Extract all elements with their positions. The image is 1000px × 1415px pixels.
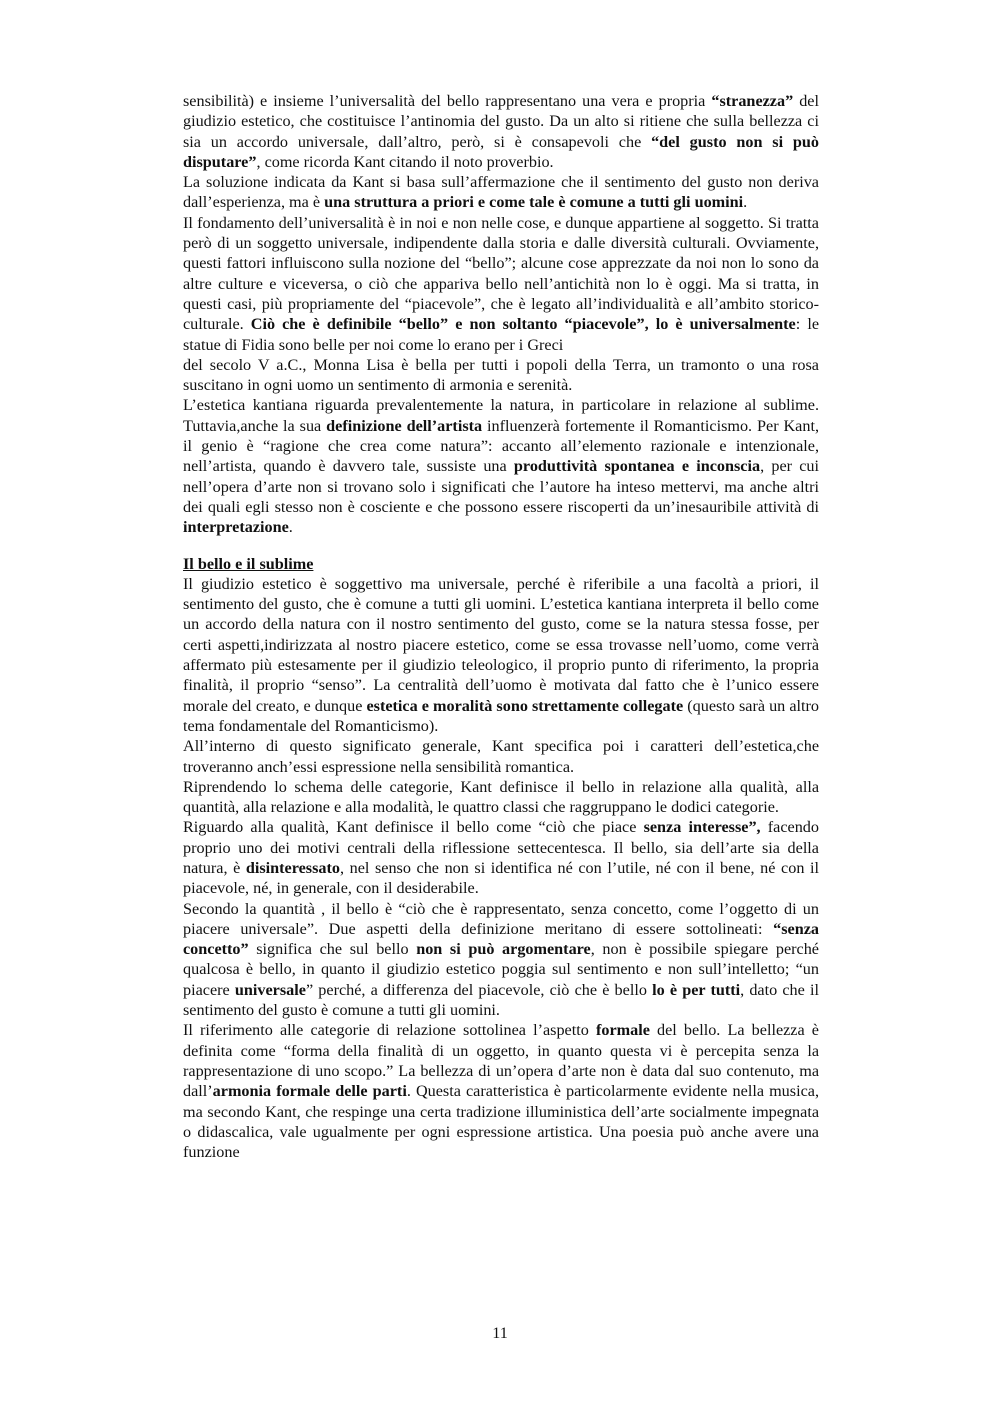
body-text-after-heading xyxy=(183,574,819,1163)
paragraph xyxy=(183,817,819,898)
text-run: significa che sul bello xyxy=(248,940,417,959)
text-run: , nel senso che non si identifica né con l’utile, né con il bene, né con il piacevole, né, in generale, con il desiderabile. xyxy=(183,858,819,898)
text-run: ” perché, a differenza del piacevole, ciò che è bello xyxy=(305,980,653,999)
paragraph xyxy=(183,213,819,355)
paragraph xyxy=(183,355,819,396)
text-run: del giudizio estetico, che costituisce l’antinomia del gusto. Da un alto si ritiene che sulla bellezza ci sia un accordo universale, dall’altro, però, si è consapevoli che xyxy=(183,92,819,151)
text-run: : le statue di Fidia sono belle per noi come lo erano per i Greci xyxy=(183,315,820,354)
text-run: , per cui nell’opera d’arte non si trovano solo i significati che l’autore ha inteso mettervi, ma anche altri dei quali egli stesso non è cosciente e che possono essere riscoperti da un’inesauribile attività di xyxy=(183,457,819,516)
bold-text: armonia formale delle parti xyxy=(212,1082,407,1101)
bold-text: produttività spontanea e inconscia xyxy=(513,457,761,476)
paragraph xyxy=(183,777,819,818)
text-run: sensibilità) e insieme l’universalità del bello rappresentano una vera e propria xyxy=(183,92,712,110)
paragraph xyxy=(183,395,819,537)
bold-text: definizione dell’artista xyxy=(326,416,483,435)
paragraph xyxy=(183,91,819,172)
paragraph xyxy=(183,574,819,736)
text-run: . xyxy=(288,518,293,537)
text-run: . xyxy=(743,193,748,212)
bold-text: una struttura a priori e come tale è comune a tutti gli uomini xyxy=(324,193,744,212)
bold-text: lo è per tutti xyxy=(652,980,741,999)
bold-text: “del gusto non si può disputare” xyxy=(183,132,819,171)
bold-text: non si può argomentare xyxy=(416,940,591,959)
bold-text: formale xyxy=(595,1021,650,1040)
bold-text: disinteressato xyxy=(245,858,340,877)
text-run: Riguardo alla qualità, Kant definisce il bello come “ciò che piace xyxy=(183,818,644,837)
bold-text: senza interesse”, xyxy=(643,818,761,837)
bold-text: interpretazione xyxy=(183,518,289,537)
text-run: Il fondamento dell’universalità è in noi e non nelle cose, e dunque appartiene al soggetto. Si tratta però di un soggetto universale, indipendente dalla storia e dalle diversità culturali. Ovviamente, questi fattori influiscono sulla nozione del “bello”; alcune cose apprezzate da noi non lo sono da altre culture e viceversa, o ciò che appariva bello nell’antichità non lo è oggi. Ma si tratta, in questi casi, più propriamente del “piacevole”, che è legato all’individualità e all’ambito storico-culturale. xyxy=(183,213,819,334)
text-run: facendo proprio uno dei motivi centrali della riflessione settecentesca. Il bello, sia dell’arte sia della natura, è xyxy=(183,818,819,877)
section-gap xyxy=(183,538,819,554)
text-run: , dato che il sentimento del gusto è comune a tutti gli uomini. xyxy=(183,980,819,1020)
section-heading: Il bello e il sublime xyxy=(183,554,314,573)
text-run: influenzerà fortemente il Romanticismo. Per Kant, il genio è “ragione che crea come natura”: accanto all’elemento razionale e intenzionale, nell’artista, quando è davvero tale, sussiste una xyxy=(183,416,819,476)
bold-text: “stranezza” xyxy=(711,92,794,110)
text-run: Il giudizio estetico è soggettivo ma universale, perché è riferibile a una facoltà a priori, il sentimento del gusto, che è comune a tutti gli uomini. L’estetica kantiana interpreta il bello come un accordo della natura con il nostro sentimento del gusto, come se la natura stessa fosse, per certi aspetti,indirizzata al nostro piacere estetico, come se essa trovasse nell’uomo, come verrà affermato più estesamente per il giudizio teleologico, il proprio punto di riferimento, la propria finalità, il proprio “senso”. La centralità dell’uomo è motivata dal fatto che è l’unico essere morale del creato, e dunque xyxy=(183,574,819,715)
page-number: 11 xyxy=(492,1324,508,1342)
bold-text: universale xyxy=(234,980,306,999)
bold-text: Ciò che è definibile “bello” e non soltanto “piacevole”, lo è universalmente xyxy=(250,315,796,334)
paragraph xyxy=(183,736,819,777)
text-run: All’interno di questo significato generale, Kant specifica poi i caratteri dell’estetica,che troveranno anch’essi espressione nella sensibilità romantica. xyxy=(183,737,819,776)
text-run: . Questa caratteristica è particolarmente evidente nella musica, ma secondo Kant, che respinge una certa tradizione illuministica dell’arte socialmente impegnata o didascalica, vale ugualmente per ogni espressione artistica. Una poesia può anche avere una funzione xyxy=(183,1082,819,1162)
text-run: , come ricorda Kant citando il noto proverbio. xyxy=(256,152,554,171)
text-run: (questo sarà un altro tema fondamentale del Romanticismo). xyxy=(183,696,819,735)
paragraph xyxy=(183,172,819,213)
body-text-before-heading xyxy=(183,91,819,538)
document-page xyxy=(183,91,819,1162)
text-run: Il riferimento alle categorie di relazione sottolinea l’aspetto xyxy=(183,1021,596,1040)
bold-text: estetica e moralità sono strettamente collegate xyxy=(366,696,684,715)
text-run: del secolo V a.C., Monna Lisa è bella per tutti i popoli della Terra, un tramonto o una rosa suscitano in ogni uomo un sentimento di armonia e serenità. xyxy=(183,355,819,395)
text-run: La soluzione indicata da Kant si basa sull’affermazione che il sentimento del gusto non deriva dall’esperienza, ma è xyxy=(183,173,819,212)
text-run: Secondo la quantità , il bello è “ciò che è rappresentato, senza concetto, come l’oggetto di un piacere universale”. Due aspetti della definizione meritano di essere sottolineati: xyxy=(183,899,819,938)
text-run: del bello. La bellezza è definita come “forma della finalità di un oggetto, in quanto questa vi è percepita senza la rappresentazione di uno scopo.” La bellezza di un’opera d’arte non è data dal suo contenuto, ma dall’ xyxy=(183,1021,819,1101)
bold-text: “senza concetto” xyxy=(183,919,819,959)
paragraph xyxy=(183,899,819,1021)
text-run: L’estetica kantiana riguarda prevalentemente la natura, in particolare in relazione al sublime. Tuttavia,anche la sua xyxy=(183,396,819,435)
paragraph xyxy=(183,1020,819,1162)
text-run: , non è possibile spiegare perché qualcosa è bello, in quanto il giudizio estetico poggia sul sentimento e non sull’intelletto; “un piacere xyxy=(183,940,819,999)
text-run: Riprendendo lo schema delle categorie, Kant definisce il bello in relazione alla qualità, alla quantità, alla relazione e alla modalità, le quattro classi che raggruppano le dodici categorie. xyxy=(183,777,819,817)
